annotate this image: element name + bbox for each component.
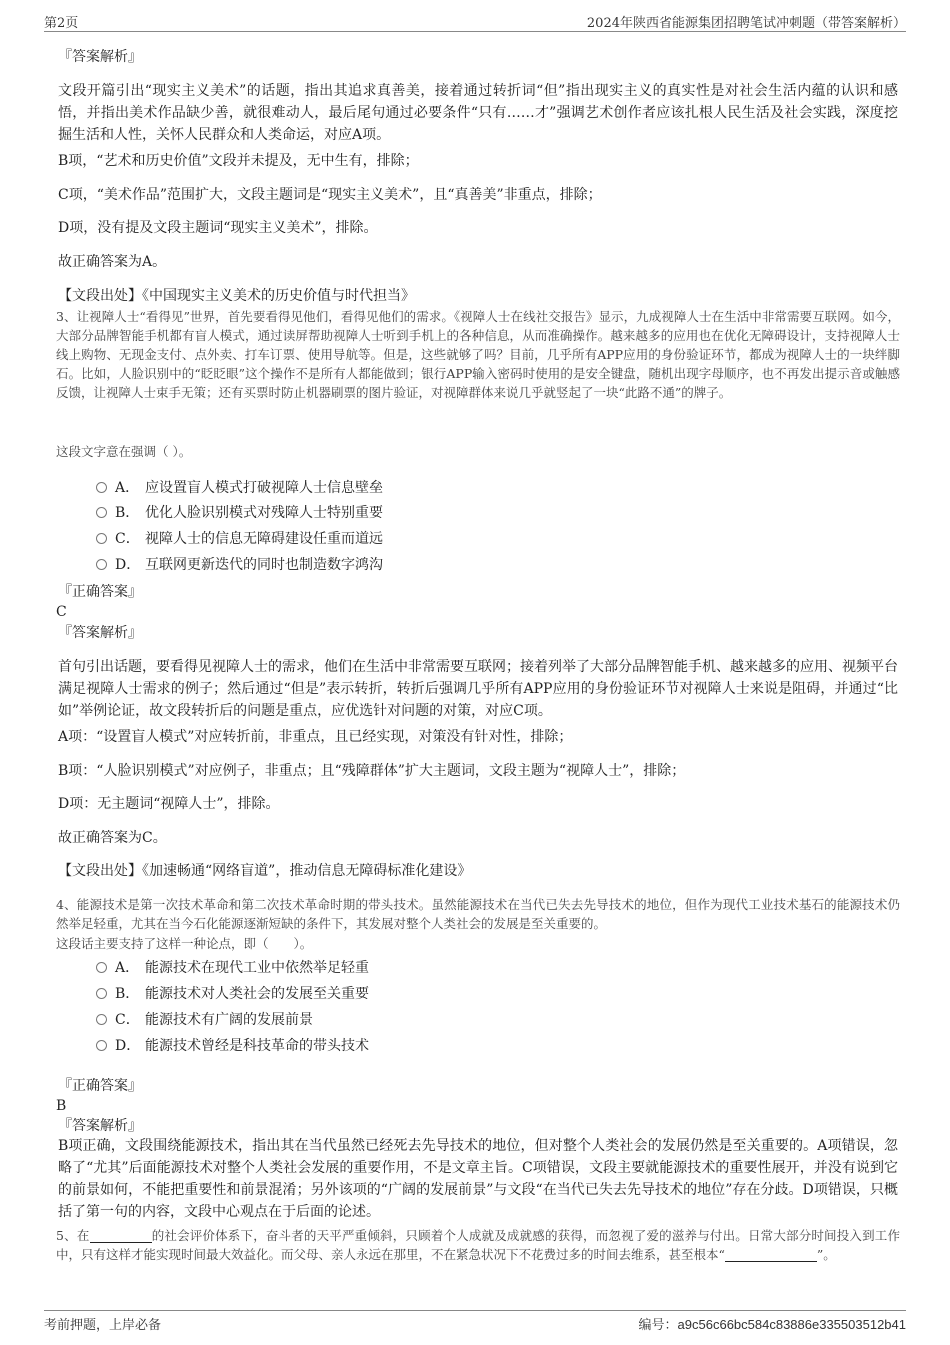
answer-summary: 故正确答案为C。 [58, 830, 167, 846]
document-title: 2024年陕西省能源集团招聘笔试冲刺题（带答案解析） [586, 16, 906, 31]
source-citation: 【文段出处】《加速畅通“网络盲道”，推动信息无障碍标准化建设》 [58, 863, 472, 879]
correct-answer: B [56, 1098, 67, 1114]
analysis-paragraph: B项正确，文段围绕能源技术，指出其在当代虽然已经死去先导技术的地位，但对整个人类社会的发展仍然是至关重要的。A项错误，忽略了“尤其”后面能源技术对整个人类社会发展的重要作用，不是文章主旨。C项错误，文段主要就能源技术的重要性展开，并没有说到它的前景如何，不能把重要性和前景混淆；另外该项的“广阔的发展前景”与文段“在当代已失去先导技术的地位”存在分歧。D项错误，只概括了第一句的内容，文段中心观点在于后面的论述。 [58, 1138, 898, 1220]
analysis-paragraph: B项，“艺术和历史价值”文段并未提及，无中生有，排除； [58, 153, 419, 169]
radio-icon[interactable] [96, 1040, 107, 1051]
radio-icon[interactable] [96, 1014, 107, 1025]
analysis-label: 『答案解析』 [58, 625, 142, 641]
document-code: 编号：a9c56c66bc584c83886e335503512b41 [638, 1317, 906, 1333]
radio-icon[interactable] [96, 507, 107, 518]
correct-answer-label: 『正确答案』 [58, 584, 142, 600]
option-d[interactable]: D． 互联网更新迭代的同时也制造数字鸿沟 [96, 555, 383, 575]
radio-icon[interactable] [96, 533, 107, 544]
question-stem: 3、让视障人士“看得见”世界，首先要看得见他们，看得见他们的需求。《视障人士在线社交报告》显示，九成视障人士在生活中非常需要互联网。如今，大部分品牌智能手机都有盲人模式，通过读屏帮助视障人士听到手机上的各种信息，从而准确操作。越来越多的应用也在优化无障碍设计，支持视障人士线上购物、无现金支付、点外卖、打车订票、使用导航等。但是，这些就够了吗？目前，几乎所有APP应用的身份验证环节，都成为视障人士的一块绊脚石。比如，人脸识别中的“眨眨眼”这个操作不是所有人都能做到；银行APP输入密码时使用的是安全键盘，随机出现字母顺序，也不再发出提示音或触感反馈，让视障人士束手无策；还有买票时防止机器刷票的图片验证，对视障群体来说几乎就竖起了一块“此路不通”的牌子。 [56, 309, 900, 400]
footer-slogan: 考前押题，上岸必备 [44, 1318, 162, 1333]
option-d[interactable]: D． 能源技术曾经是科技革命的带头技术 [96, 1036, 369, 1056]
fill-blank-1[interactable] [90, 1228, 152, 1243]
option-a[interactable]: A． 能源技术在现代工业中依然举足轻重 [96, 958, 369, 978]
analysis-paragraph: B项：“人脸识别模式”对应例子，非重点；且“残障群体”扩大主题词，文段主题为“视障人士”，排除； [58, 763, 686, 779]
analysis-paragraph: C项，“美术作品”范围扩大，文段主题词是“现实主义美术”，且“真善美”非重点，排除； [58, 187, 602, 203]
radio-icon[interactable] [96, 482, 107, 493]
option-c[interactable]: C． 能源技术有广阔的发展前景 [96, 1010, 313, 1030]
correct-answer-label: 『正确答案』 [58, 1078, 142, 1094]
analysis-paragraph: 文段开篇引出“现实主义美术”的话题，指出其追求真善美，接着通过转折词“但”指出现实主义的真实性是对社会生活内蕴的认识和感悟，并指出美术作品缺少善，就很难动人，最后尾句通过必要条件“只有……才”强调艺术创作者应该扎根人民生活及社会实践，深度挖掘生活和人性，关怀人民群众和人类命运，对应A项。 [58, 83, 898, 143]
question-stem: 5、在 的社会评价体系下，奋斗者的天平严重倾斜，只顾着个人成就及成就感的获得，而忽视了爱的滋养与付出。日常大部分时间投入到工作中，只有这样才能实现时间最大效益化。而父母、亲人永远在那里，不在紧急状况下不花费过多的时间去维系，甚至根本“ ”。 [56, 1228, 900, 1262]
source-citation: 【文段出处】《中国现实主义美术的历史价值与时代担当》 [58, 288, 415, 304]
analysis-paragraph: A项：“设置盲人模式”对应转折前，非重点，且已经实现，对策没有针对性，排除； [58, 729, 573, 745]
analysis-paragraph: D项，没有提及文段主题词“现实主义美术”，排除。 [58, 220, 378, 236]
question-stem: 4、能源技术是第一次技术革命和第二次技术革命时期的带头技术。虽然能源技术在当代已失去先导技术的地位，但作为现代工业技术基石的能源技术仍然举足轻重，尤其在当今石化能源逐渐短缺的条件下，其发展对整个人类社会的发展是至关重要的。 [56, 897, 900, 931]
question-prompt: 这段话主要支持了这样一种论点，即（ ）。 [56, 936, 313, 951]
question-prompt: 这段文字意在强调（ ）。 [56, 444, 192, 459]
page-number: 第2页 [44, 16, 79, 31]
option-b[interactable]: B． 优化人脸识别模式对残障人士特别重要 [96, 503, 383, 523]
radio-icon[interactable] [96, 962, 107, 973]
analysis-label: 『答案解析』 [58, 1118, 142, 1134]
option-b[interactable]: B． 能源技术对人类社会的发展至关重要 [96, 984, 369, 1004]
fill-blank-2[interactable] [725, 1247, 817, 1262]
radio-icon[interactable] [96, 988, 107, 999]
footer-divider [44, 1310, 906, 1311]
option-a[interactable]: A． 应设置盲人模式打破视障人士信息壁垒 [96, 478, 383, 498]
analysis-paragraph: D项：无主题词“视障人士”，排除。 [58, 796, 280, 812]
analysis-paragraph: 首句引出话题，要看得见视障人士的需求，他们在生活中非常需要互联网；接着列举了大部分品牌智能手机、越来越多的应用、视频平台满足视障人士需求的例子；然后通过“但是”表示转折，转折后强调几乎所有APP应用的身份验证环节对视障人士来说是阻碍，并通过“比如”举例论证，故文段转折后的问题是重点，应优选针对问题的对策，对应C项。 [58, 659, 898, 719]
header-divider [44, 31, 906, 32]
correct-answer: C [56, 604, 67, 620]
answer-summary: 故正确答案为A。 [58, 254, 167, 270]
analysis-label: 『答案解析』 [58, 49, 142, 65]
radio-icon[interactable] [96, 559, 107, 570]
option-c[interactable]: C． 视障人士的信息无障碍建设任重而道远 [96, 529, 383, 549]
